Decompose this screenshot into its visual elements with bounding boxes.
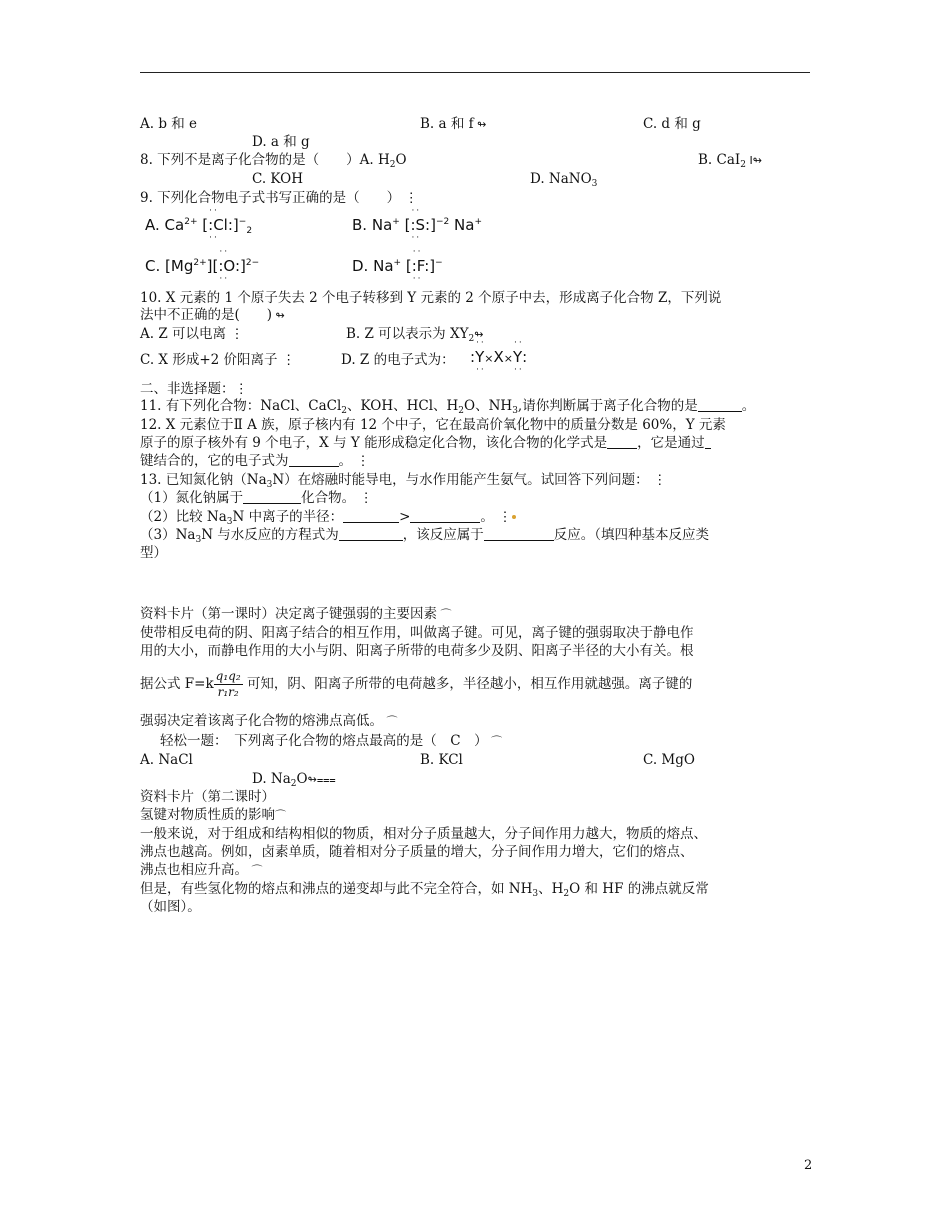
answer-blank[interactable] bbox=[705, 435, 711, 449]
q8-option-c: C. KOH bbox=[252, 171, 303, 187]
q9-stem: 9. 下列化合物电子式书写正确的是（ ） ⋮ bbox=[140, 190, 418, 206]
coulomb-fraction: $\frac{\text{q₁q₂}}{\text{r₁r₂}}$ bbox=[215, 669, 241, 699]
answer-blank[interactable] bbox=[343, 509, 399, 523]
q10-option-d: D. Z 的电子式为： bbox=[341, 352, 455, 368]
q8-stem: 8. 下列不是离子化合物的是（ ）A. $H_2O$ bbox=[140, 152, 407, 170]
card1-line2: 用的大小，而静电作用的大小与阴、阳离子所带的电荷多少及阴、阳离子半径的大小有关。根 bbox=[140, 643, 694, 659]
card1-easy-question: 轻松一题： 下列离子化合物的熔点最高的是（ C ） ⌒ bbox=[160, 733, 503, 749]
q8-option-b: B. CaI$_2$ I↬ bbox=[698, 152, 762, 170]
marker-dot bbox=[512, 515, 516, 519]
q10-lewis-formula: : ·· Y ·· ×X× ·· Y ·· : bbox=[470, 338, 528, 375]
header-rule bbox=[140, 72, 810, 73]
q9-option-b-formula: B. Na+ [ ·· :S: ·· ]$^{-2}$ Na+ bbox=[352, 206, 482, 243]
answer-blank[interactable] bbox=[339, 527, 403, 541]
q10-option-a: A. Z 可以电离 ⋮ bbox=[140, 326, 244, 342]
answer-blank[interactable] bbox=[484, 527, 554, 541]
card2-title: 资料卡片（第二课时） bbox=[140, 789, 275, 805]
q13-part3-line2: 型） bbox=[140, 545, 167, 561]
q13-part1: （1）氮化钠属于 化合物。 ⋮ bbox=[140, 490, 373, 506]
section-heading: 二、非选择题：⋮ bbox=[140, 381, 248, 397]
card2-line1: 一般来说，对于组成和结构相似的物质，相对分子质量越大，分子间作用力越大，物质的熔点、 bbox=[140, 826, 707, 842]
q7-option-d: D. a 和 g bbox=[252, 134, 310, 150]
card2-line5: （如图）。 bbox=[140, 899, 201, 915]
q12-line1: 12. X 元素位于Ⅱ A 族，原子核内有 12 个中子，它在最高价氧化物中的质量分数是 60%，Y 元素 bbox=[140, 417, 726, 433]
q12-line3: 键结合的，它的电子式为 。 ⋮ bbox=[140, 453, 370, 469]
card1-line3: 据公式 F=k $\frac{\text{q₁q₂}}{\text{r₁r₂}}$ 可知，阴、阳离子所带的电荷越多，半径越小，相互作用就越强。离子键的 bbox=[140, 669, 693, 699]
q9-option-d-formula: D. Na+ [ ·· :F: ·· ]− bbox=[352, 247, 443, 284]
card2-line4: 但是，有些氢化物的熔点和沸点的递变却与此不完全符合，如 $NH_3$、$H_2O$ 和 HF 的沸点就反常 bbox=[140, 881, 709, 899]
card1-option-d: D. $Na_2O↬⩶$ bbox=[252, 771, 336, 789]
q7-option-b: B. a 和 f ↬ bbox=[420, 116, 487, 132]
answer-blank[interactable] bbox=[289, 453, 339, 467]
q12-line2: 原子的原子核外有 9 个电子，X 与 Y 能形成稳定化合物，该化合物的化学式是 ，它是通过 bbox=[140, 435, 711, 452]
q13-stem: 13. 已知氮化钠$(Na_3N)$在熔融时能导电，与水作用能产生氨气。试回答下列问题： ⋮ bbox=[140, 472, 667, 490]
card1-option-b: B. KCl bbox=[420, 752, 463, 768]
page-number: 2 bbox=[804, 1158, 813, 1173]
answer-blank[interactable] bbox=[243, 490, 301, 504]
q11: 11. 有下列化合物：NaCl、CaCl$_2$、KOH、HCl、$H_2O$、$NH_3$,请你判断属于离子化合物的是 。 bbox=[140, 398, 756, 416]
q13-part3: $(3)Na_3N$ 与水反应的方程式为 ，该反应属于 反应。（填四种基本反应类 bbox=[140, 527, 710, 545]
q10-stem-line1: 10. X 元素的 1 个原子失去 2 个电子转移到 Y 元素的 2 个原子中去，形成离子化合物 Z，下列说 bbox=[140, 290, 722, 306]
card2-subtitle: 氢键对物质性质的影响⌒ bbox=[140, 807, 286, 823]
answer-blank[interactable] bbox=[410, 509, 480, 523]
answer-blank[interactable] bbox=[698, 398, 742, 412]
card1-title: 资料卡片（第一课时）决定离子键强弱的主要因素 ⌒ bbox=[140, 606, 452, 622]
q10-stem-line2: 法中不正确的是( ) ↬ bbox=[140, 307, 285, 323]
q10-option-c: C. X 形成+2 价阳离子 ⋮ bbox=[140, 352, 296, 368]
q10-option-b: B. Z 可以表示为 $XY_2↬$ bbox=[346, 326, 484, 344]
answer-blank[interactable] bbox=[607, 435, 637, 449]
card1-option-a: A. NaCl bbox=[140, 752, 193, 768]
scribble-mark: ↬ bbox=[473, 118, 487, 131]
q9-option-c-formula: C. $[Mg^{2+}]$[ ·· :O: ·· ]$^{2-}$ bbox=[145, 247, 260, 284]
q7-option-c: C. d 和 g bbox=[643, 116, 701, 132]
q7-option-a: A. b 和 e bbox=[140, 116, 198, 132]
q9-option-a-formula: A. $Ca^{2+}$ [ ·· :Cl: ·· ]$^-_2$ bbox=[145, 206, 253, 243]
card2-line3: 沸点也相应升高。 ⌒ bbox=[140, 862, 263, 878]
card1-line4: 强弱决定着该离子化合物的熔沸点高低。 ⌒ bbox=[140, 713, 398, 729]
q8-option-d: D. NaNO$_3$ bbox=[530, 171, 598, 189]
card1-option-c: C. MgO bbox=[643, 752, 695, 768]
q13-part2: （2）比较 $Na_3N$ 中离子的半径： > 。 ⋮ bbox=[140, 509, 516, 531]
card1-line1: 使带相反电荷的阴、阳离子结合的相互作用，叫做离子键。可见，离子键的强弱取决于静电作 bbox=[140, 625, 694, 641]
card2-line2: 沸点也越高。例如，卤素单质，随着相对分子质量的增大，分子间作用力增大，它们的熔点、 bbox=[140, 844, 694, 860]
